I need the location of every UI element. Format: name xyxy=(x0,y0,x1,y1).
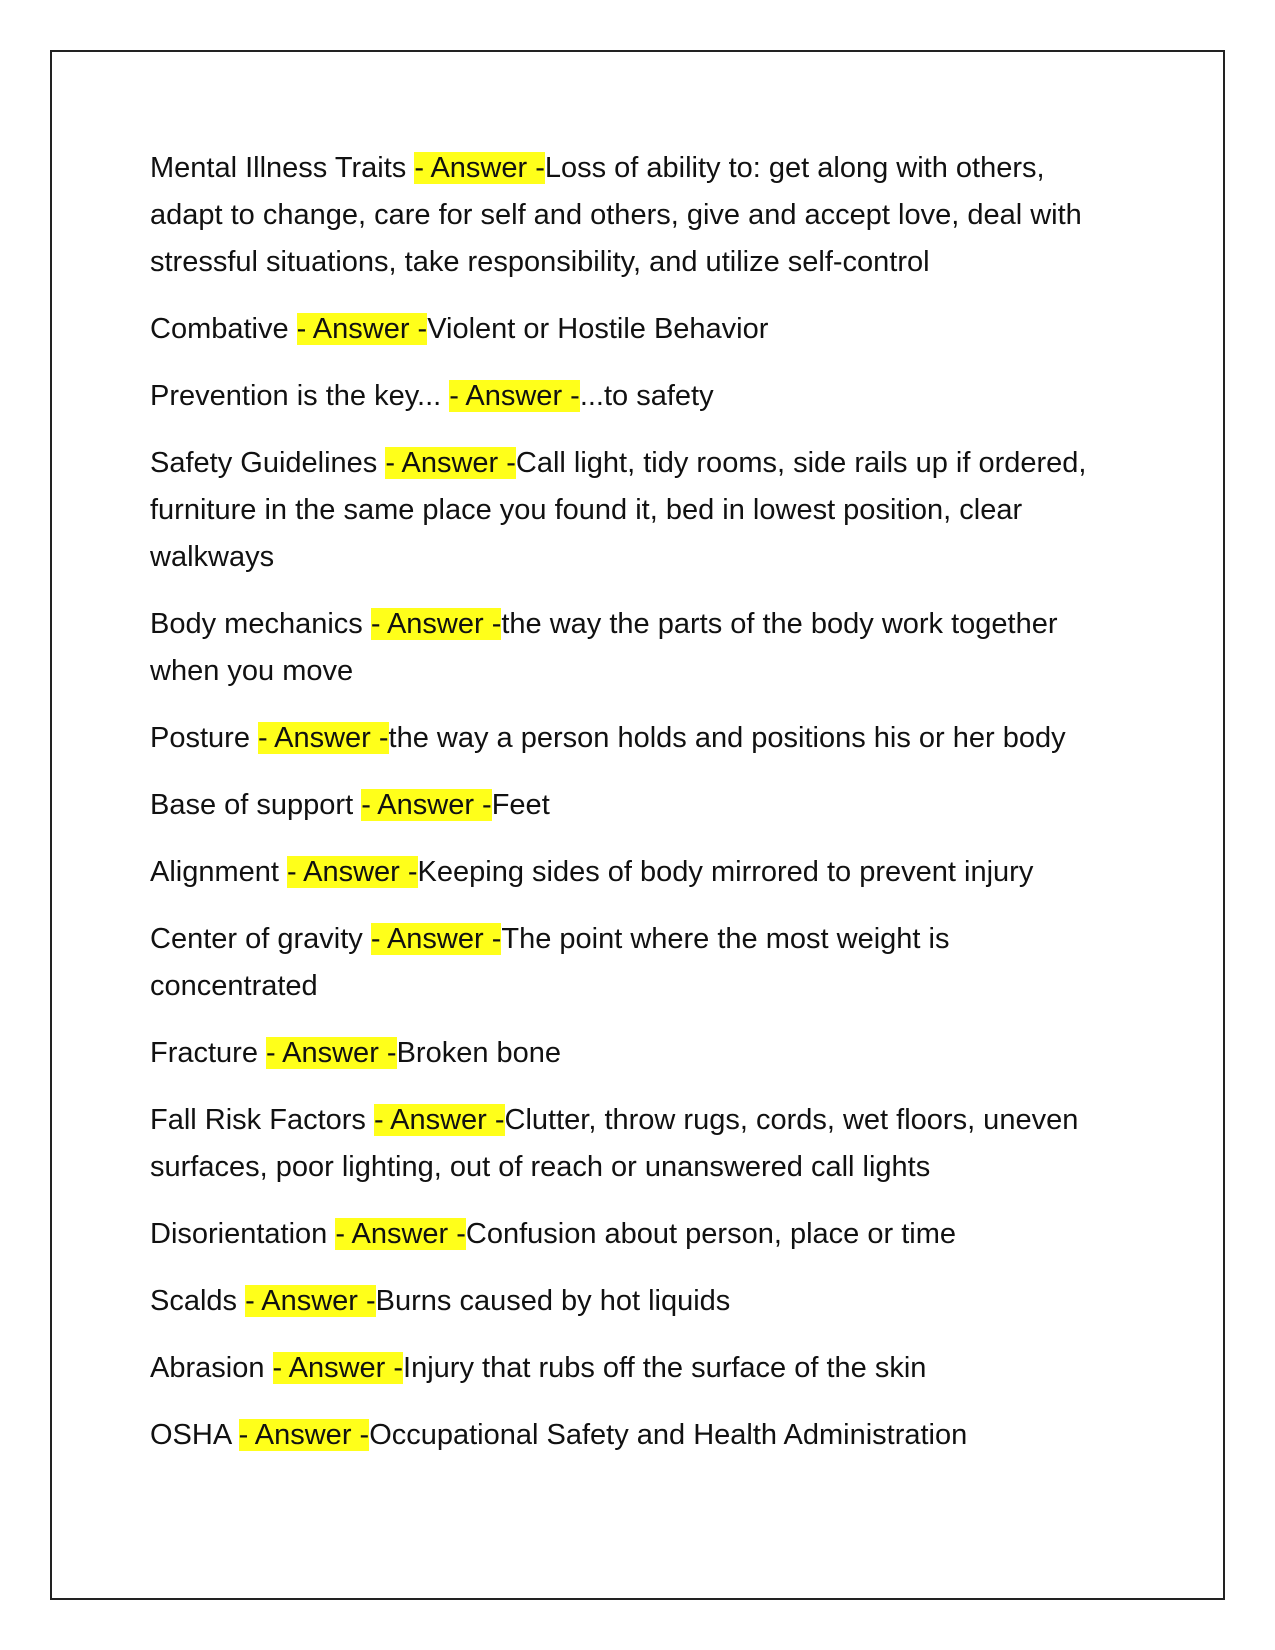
entry-alignment xyxy=(150,849,1125,896)
entry-answer: ...to safety xyxy=(579,380,714,412)
entry-answer: Keeping sides of body mirrored to prevent injury xyxy=(417,856,1034,888)
entry-answer: Call light, tidy rooms, side rails up if ordered, furniture in the same place you found it, bed in lowest position, clear walkways xyxy=(150,447,1087,573)
entry-answer: Occupational Safety and Health Administration xyxy=(369,1419,968,1451)
entry-term: Scalds xyxy=(150,1285,246,1317)
entry-answer: The point where the most weight is concentrated xyxy=(150,923,950,1002)
entry-term: Prevention is the key... xyxy=(150,380,450,412)
answer-marker: - Answer - xyxy=(449,380,580,412)
entry-term: Combative xyxy=(150,313,297,345)
entry-mental-illness-traits xyxy=(150,145,1125,286)
answer-marker: - Answer - xyxy=(385,447,516,479)
entry-term: Body mechanics xyxy=(150,608,371,640)
entry-term: Mental Illness Traits xyxy=(150,152,415,184)
entry-center-of-gravity xyxy=(150,916,1125,1010)
answer-marker: - Answer - xyxy=(370,923,502,955)
answer-marker: - Answer - xyxy=(296,313,428,345)
answer-marker: - Answer - xyxy=(272,1352,404,1384)
entry-term: OSHA xyxy=(150,1419,239,1451)
answer-marker: - Answer - xyxy=(373,1104,505,1136)
entry-answer: Confusion about person, place or time xyxy=(465,1218,956,1250)
entry-answer: the way a person holds and positions his or her body xyxy=(388,722,1066,754)
entry-disorientation xyxy=(150,1211,1125,1258)
entry-term: Disorientation xyxy=(150,1218,336,1250)
entry-scalds xyxy=(150,1278,1125,1325)
entry-answer: Burns caused by hot liquids xyxy=(375,1285,731,1317)
entry-abrasion xyxy=(150,1345,1125,1392)
entry-term: Fracture xyxy=(150,1037,267,1069)
entry-term: Safety Guidelines xyxy=(150,447,386,479)
entry-answer: Violent or Hostile Behavior xyxy=(427,313,769,345)
entry-osha xyxy=(150,1412,1125,1459)
entry-answer: Feet xyxy=(491,789,550,821)
answer-marker: - Answer - xyxy=(414,152,545,184)
entry-term: Abrasion xyxy=(150,1352,273,1384)
entry-answer: Loss of ability to: get along with others, adapt to change, care for self and others, give and accept love, deal with stressful situations, take responsibility, and utilize self-control xyxy=(150,152,1082,278)
entry-fracture xyxy=(150,1030,1125,1077)
entry-term: Alignment xyxy=(150,856,288,888)
entry-answer: Clutter, throw rugs, cords, wet floors, uneven surfaces, poor lighting, out of reach or unanswered call lights xyxy=(150,1104,1079,1183)
entry-term: Fall Risk Factors xyxy=(150,1104,374,1136)
answer-marker: - Answer - xyxy=(370,608,502,640)
entry-answer: Injury that rubs off the surface of the skin xyxy=(403,1352,927,1384)
entry-posture xyxy=(150,715,1125,762)
entry-safety-guidelines xyxy=(150,440,1125,581)
answer-marker: - Answer - xyxy=(258,722,389,754)
answer-marker: - Answer - xyxy=(335,1218,466,1250)
flashcard-list xyxy=(150,145,1125,1479)
entry-prevention xyxy=(150,373,1125,420)
entry-term: Center of gravity xyxy=(150,923,371,955)
entry-combative xyxy=(150,306,1125,353)
entry-fall-risk-factors xyxy=(150,1097,1125,1191)
entry-body-mechanics xyxy=(150,601,1125,695)
entry-base-of-support xyxy=(150,782,1125,829)
answer-marker: - Answer - xyxy=(266,1037,397,1069)
answer-marker: - Answer - xyxy=(287,856,418,888)
entry-term: Posture xyxy=(150,722,258,754)
entry-answer: Broken bone xyxy=(396,1037,562,1069)
answer-marker: - Answer - xyxy=(245,1285,376,1317)
answer-marker: - Answer - xyxy=(361,789,492,821)
answer-marker: - Answer - xyxy=(238,1419,370,1451)
entry-answer: the way the parts of the body work together when you move xyxy=(150,608,1058,687)
entry-term: Base of support xyxy=(150,789,362,821)
